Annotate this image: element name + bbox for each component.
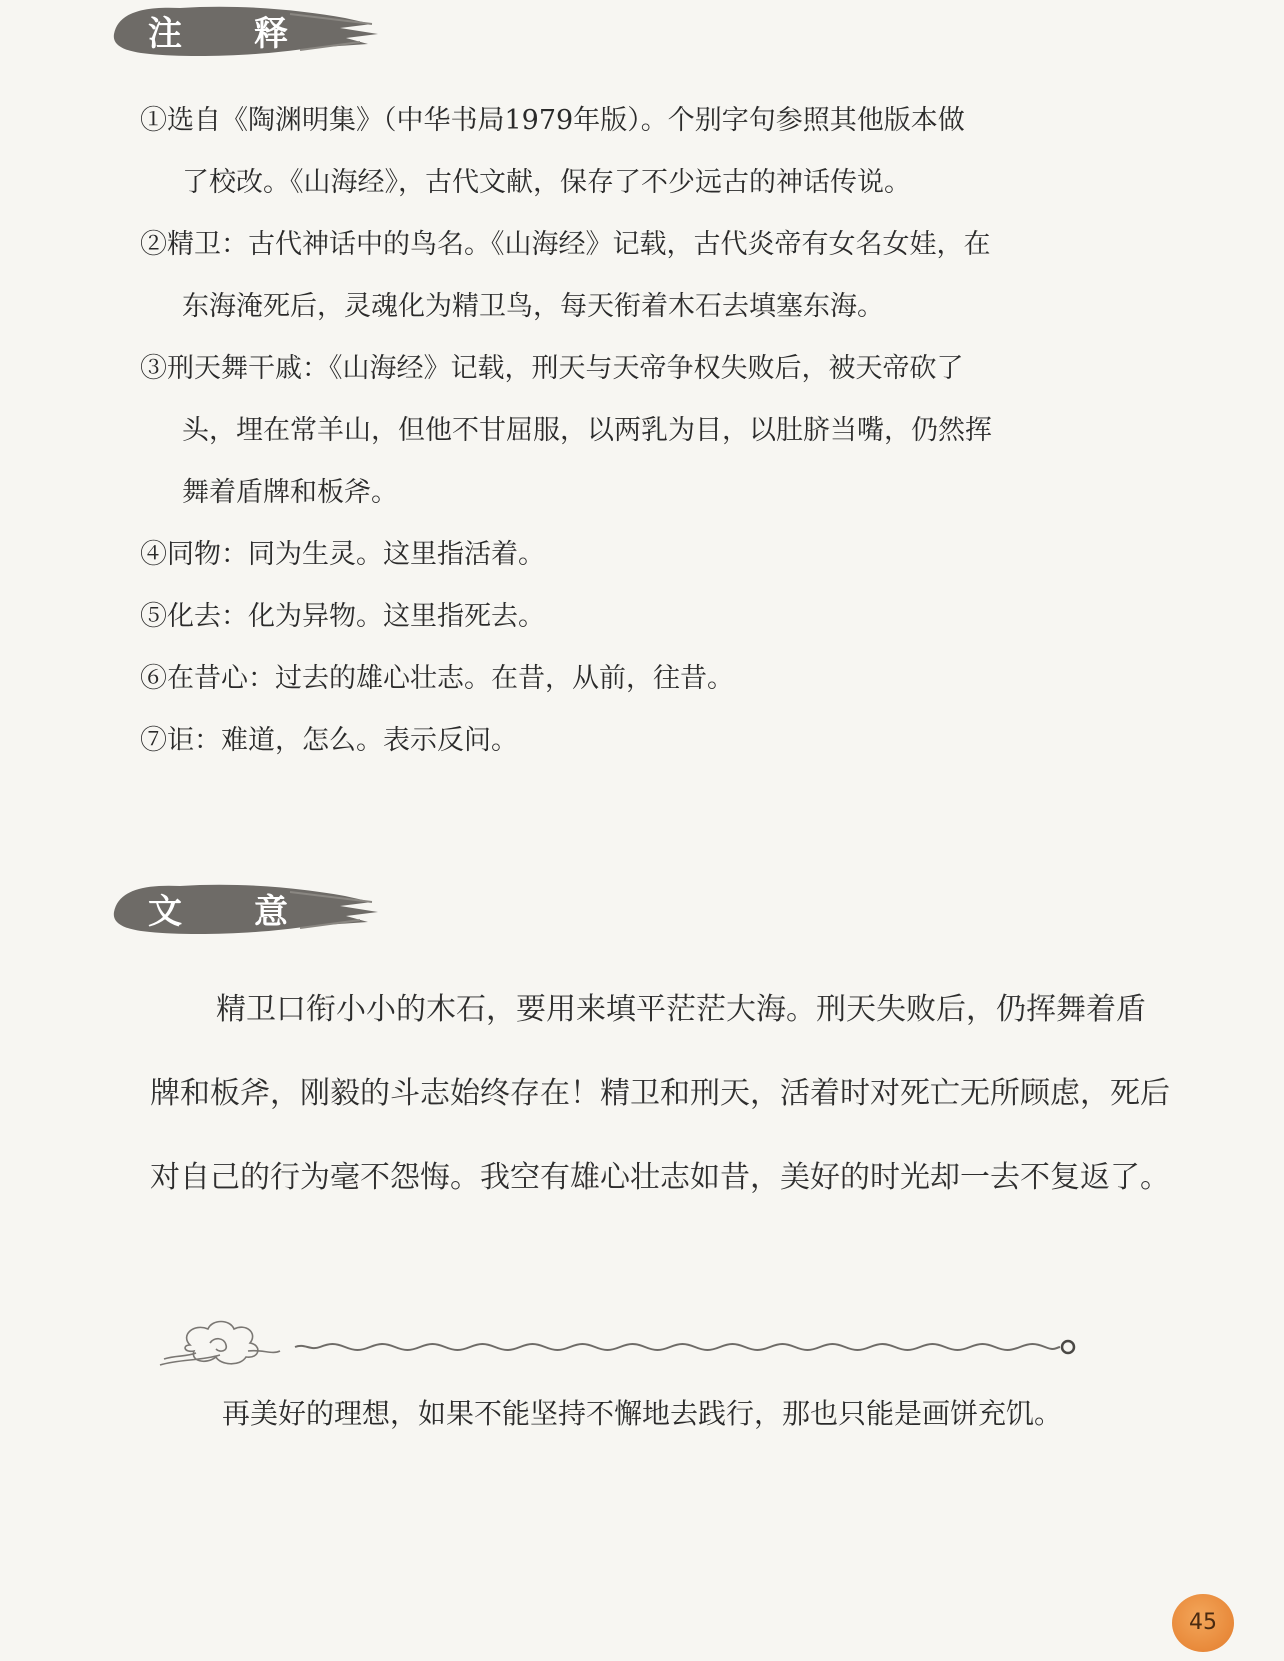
notes-list (140, 90, 1180, 772)
heading-label: 注释 (148, 14, 360, 54)
note-item: ④同物：同为生灵。这里指活着。 (140, 539, 545, 570)
quote-text: 再美好的理想，如果不能坚持不懈地去践行，那也只能是画饼充饥。 (222, 1397, 1063, 1430)
note-item: ⑦讵：难道，怎么。表示反问。 (140, 725, 518, 756)
meaning-paragraph: 精卫口衔小小的木石，要用来填平茫茫大海。刑天失败后，仍挥舞着盾牌和板斧，刚毅的斗志始终存在！精卫和刑天，活着时对死亡无所顾虑，死后对自己的行为毫不怨悔。我空有雄心壮志如昔，美好的时光却一去不复返了。 (150, 992, 1170, 1195)
note-item: ②精卫：古代神话中的鸟名。《山海经》记载，古代炎帝有女名女娃，在 东海淹死后，灵魂化为精卫鸟，每天衔着木石去填塞东海。 (140, 229, 991, 322)
section-heading-meaning (110, 878, 380, 940)
cloud-divider-icon (150, 1315, 1100, 1375)
note-item: ⑤化去：化为异物。这里指死去。 (140, 601, 545, 632)
section-heading-notes (110, 0, 380, 62)
page-number-badge: 45 (1172, 1594, 1234, 1652)
note-item: ⑥在昔心：过去的雄心壮志。在昔，从前，往昔。 (140, 663, 734, 694)
heading-label: 文意 (148, 892, 360, 932)
note-item: ①选自《陶渊明集》（中华书局1979年版）。个别字句参照其他版本做 了校改。《山海经》，古代文献，保存了不少远古的神话传说。 (140, 105, 965, 198)
note-item: ③刑天舞干戚：《山海经》记载，刑天与天帝争权失败后，被天帝砍了 头，埋在常羊山，但他不甘屈服，以两乳为目，以肚脐当嘴，仍然挥 舞着盾牌和板斧。 (140, 353, 992, 508)
